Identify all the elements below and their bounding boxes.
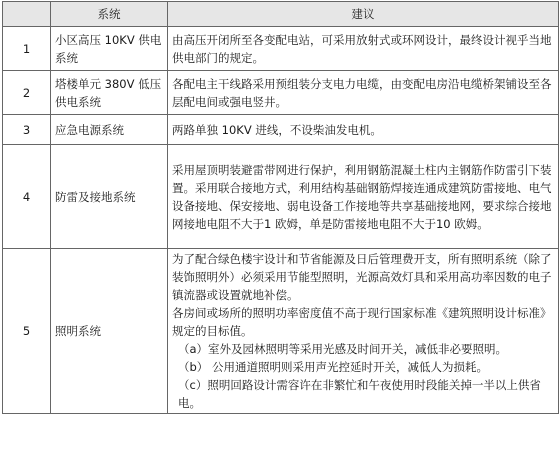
advice-item-c: （c）照明回路设计需容许在非繁忙和午夜使用时段能关掉一半以上供省电。: [178, 378, 541, 410]
table-row: [3, 27, 559, 71]
advice-item-b: （b） 公用通道照明则采用声光控延时开关，减低人为损耗。: [178, 360, 488, 374]
system-name: 防雷及接地系统: [51, 145, 168, 249]
table-row: [3, 71, 559, 115]
advice-cell: [168, 249, 559, 414]
row-number: 3: [3, 115, 51, 145]
advice-item-a: （a）室外及园林照明等采用光感及时间开关，减低非必要照明。: [178, 342, 508, 356]
number-header: [3, 2, 51, 27]
system-name: 应急电源系统: [51, 115, 168, 145]
row-number: 5: [3, 249, 51, 414]
row-number: 4: [3, 145, 51, 249]
advice-text: 由高压开闭所至各变配电站，可采用放射式或环网设计，最终设计视乎当地供电部门的规定。: [168, 27, 559, 71]
system-name: 塔楼单元 380V 低压供电系统: [51, 71, 168, 115]
table-row: [3, 115, 559, 145]
advice-paragraph: 为了配合绿色楼宇设计和节省能源及日后管理费开支，所有照明系统（除了装饰照明外）必须采用节能型照明，光源高效灯具和采用高功率因数的电子镇流器或设置就地补偿。: [172, 252, 552, 302]
system-header: 系统: [51, 2, 168, 27]
advice-paragraph: 各房间或场所的照明功率密度值不高于现行国家标准《建筑照明设计标准》规定的目标值。: [172, 306, 552, 338]
row-number: 2: [3, 71, 51, 115]
system-name: 照明系统: [51, 249, 168, 414]
advice-text: 两路单独 10KV 进线，不设柴油发电机。: [168, 115, 559, 145]
table-row: [3, 249, 559, 414]
table-row: [3, 145, 559, 249]
electrical-design-table: [2, 1, 559, 414]
advice-header: 建议: [168, 2, 559, 27]
advice-text: 采用屋顶明装避雷带网进行保护，利用钢筋混凝土柱内主钢筋作防雷引下装置。采用联合接地方式，利用结构基础钢筋焊接连通成建筑防雷接地、电气设备接地、保安接地、弱电设备工作接地等共享基础接地网，要求综合接地网接地电阻不大于1 欧姆，单是防雷接地电阻不大于10 欧姆。: [168, 145, 559, 249]
advice-text: 各配电主干线路采用预组装分支电力电缆，由变配电房沿电缆桥架铺设至各层配电间或强电竖井。: [168, 71, 559, 115]
system-name: 小区高压 10KV 供电系统: [51, 27, 168, 71]
table-header-row: [3, 2, 559, 27]
row-number: 1: [3, 27, 51, 71]
